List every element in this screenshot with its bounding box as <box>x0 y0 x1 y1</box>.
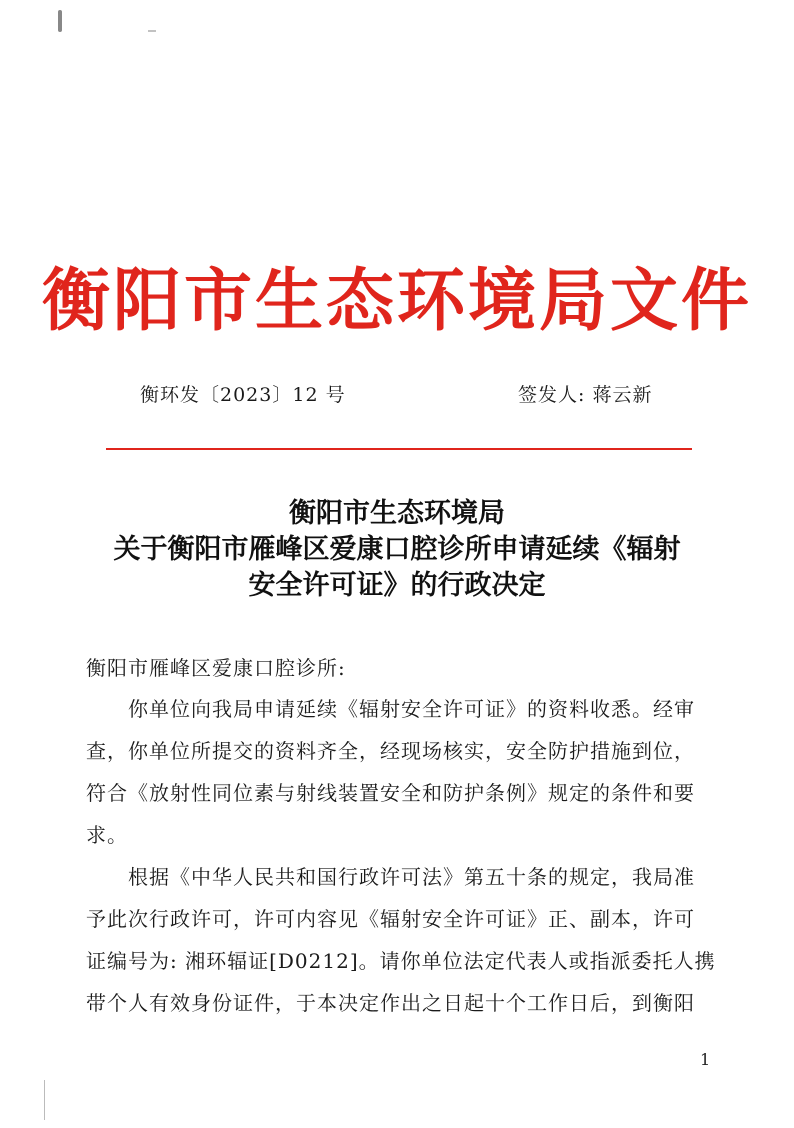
paragraph-line: 证编号为: 湘环辐证[D0212]。请你单位法定代表人或指派委托人携 <box>86 949 716 973</box>
paragraph-line: 符合《放射性同位素与射线装置安全和防护条例》规定的条件和要 <box>86 781 695 805</box>
document-masthead: 衡阳市生态环境局文件 <box>41 262 752 341</box>
title-line-3: 安全许可证》的行政决定 <box>248 570 546 601</box>
paragraph-line: 予此次行政许可，许可内容见《辐射安全许可证》正、副本，许可 <box>86 907 695 931</box>
scan-artifact-line <box>44 1080 45 1120</box>
red-divider-line <box>106 448 692 450</box>
scan-artifact-mark <box>58 10 62 32</box>
paragraph-line: 根据《中华人民共和国行政许可法》第五十条的规定，我局准 <box>86 865 695 889</box>
paragraph-line: 你单位向我局申请延续《辐射安全许可证》的资料收悉。经审 <box>86 697 695 721</box>
title-line-1: 衡阳市生态环境局 <box>289 498 505 529</box>
document-number: 衡环发〔2023〕12 号 <box>140 384 346 406</box>
salutation: 衡阳市雁峰区爱康口腔诊所: <box>86 656 346 680</box>
title-line-2: 关于衡阳市雁峰区爱康口腔诊所申请延续《辐射 <box>113 534 681 565</box>
scan-artifact-dot <box>148 30 156 32</box>
paragraph-2 <box>86 856 716 1024</box>
paragraph-line: 查，你单位所提交的资料齐全，经现场核实，安全防护措施到位， <box>86 739 695 763</box>
paragraph-1 <box>86 688 712 856</box>
signer: 签发人: 蒋云新 <box>518 384 653 406</box>
document-title <box>0 496 794 604</box>
paragraph-line: 带个人有效身份证件，于本决定作出之日起十个工作日后，到衡阳 <box>86 991 695 1015</box>
page-number: 1 <box>700 1050 711 1069</box>
paragraph-line: 求。 <box>86 823 128 847</box>
